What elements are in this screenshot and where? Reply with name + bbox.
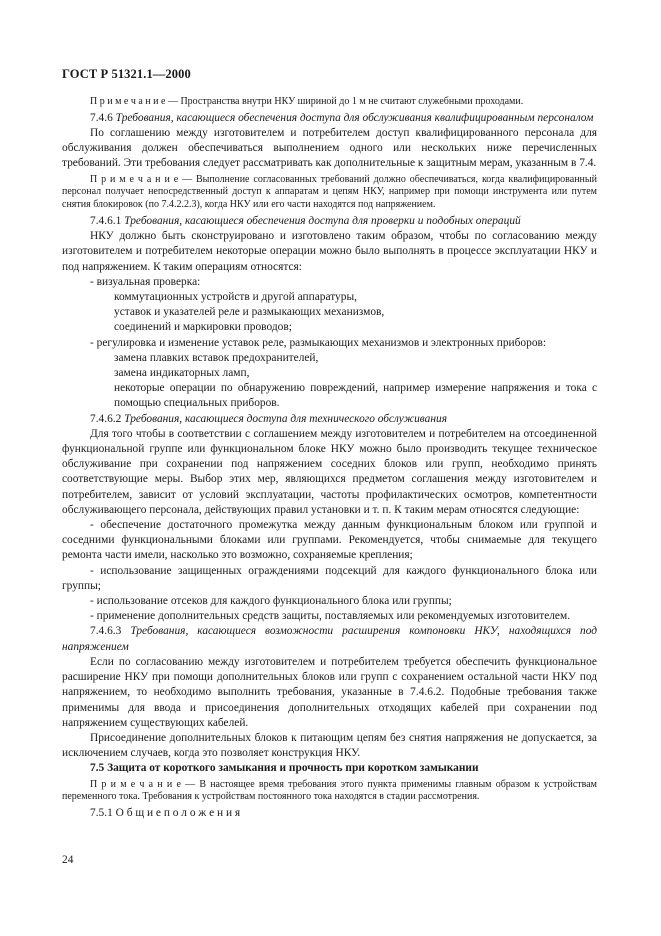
list-item: замена плавких вставок предохранителей, <box>114 351 319 364</box>
list-item: соединений и маркировки проводов; <box>114 321 292 334</box>
list-item: коммутационных устройств и другой аппаратуры, <box>114 291 357 304</box>
section-7-4-6-heading: 7.4.6 Требования, касающиеся обеспечения доступа для обслуживания квалифицированным персоналом <box>90 111 594 124</box>
paragraph: - использование защищенных ограждениями подсекций для каждого функционального блока или группы; <box>62 564 597 592</box>
section-7-4-6-3-heading: 7.4.6.3 Требования, касающиеся возможности расширения компоновки НКУ, находящихся под напряжением <box>62 625 597 653</box>
paragraph: НКУ должно быть сконструировано и изготовлено таким образом, чтобы по согласованию между изготовителем и потребителем некоторые операции можно было выполнять в процессе эксплуатации НКУ и под напряжением. К таким операциям относятся: <box>62 230 597 273</box>
section-7-4-6-2-heading: 7.4.6.2 Требования, касающиеся доступа для технического обслуживания <box>90 412 448 425</box>
list-item: замена индикаторных ламп, <box>114 367 250 380</box>
list-heading: - визуальная проверка: <box>90 275 201 288</box>
list-item: уставок и указателей реле и размыкающих механизмов, <box>114 306 385 319</box>
note-label: П р и м е ч а н и е <box>90 96 166 107</box>
page-number: 24 <box>62 854 74 866</box>
note-label: П р и м е ч а н и е <box>90 778 181 790</box>
note-label: П р и м е ч а н и е <box>90 173 179 185</box>
paragraph: По соглашению между изготовителем и потребителем доступ квалифицированного персонала для обслуживания должен обеспечиваться выполнением одного или нескольких ниже перечисленных требований. Эти требования следует рассматривать как дополнительные к защитным мерам, указанным в 7.4. <box>62 127 597 170</box>
note-qualified-access: П р и м е ч а н и е — Выполнение согласованных требований должно обеспечиваться, когда квалифицированный персонал получает непосредственный доступ к аппаратам и цепям НКУ, например при помощи инструмента или путем снятия блокировок (по 7.4.2.2.3), когда НКУ или его части находятся под напряжением. <box>62 173 597 211</box>
document-header: ГОСТ Р 51321.1—2000 <box>62 67 191 81</box>
list-heading: - регулировка и изменение уставок реле, размыкающих механизмов и электронных приборов: <box>90 336 547 349</box>
section-7-5-heading: 7.5 Защита от короткого замыкания и прочность при коротком замыкании <box>90 762 479 775</box>
paragraph: - обеспечение достаточного промежутка между данным функциональным блоком или группой и соседними функциональными блоками или группами. Рекомендуется, чтобы снимаемые для текущего ремонта части имели, насколько это возможно, сохраняемые крепления; <box>62 519 597 562</box>
paragraph: - использование отсеков для каждого функционального блока или группы; <box>90 595 452 608</box>
note-spaces: П р и м е ч а н и е — Пространства внутри НКУ шириной до 1 м не считают служебными проходами. <box>90 96 524 107</box>
paragraph: Присоединение дополнительных блоков к питающим цепям без снятия напряжения не допускается, за исключением случаев, когда это позволяет конструкция НКУ. <box>62 731 597 760</box>
paragraph: - применение дополнительных средств защиты, поставляемых или рекомендуемых изготовителем. <box>90 610 571 623</box>
document-body <box>62 96 597 821</box>
section-7-4-6-1-heading: 7.4.6.1 Требования, касающиеся обеспечения доступа для проверки и подобных операций <box>90 215 521 227</box>
paragraph: Для того чтобы в соответствии с соглашением между изготовителем и потребителем на отсоединенной функциональной группе или функциональном блоке НКУ можно было производить текущее техническое обслуживание при сохранении под напряжением соседних блоков или групп, необходимо принять соответствующие меры. Выбор этих мер, являющихся предметом соглашения между изготовителем и потребителем, зависит от условий эксплуатации, частоты профилактических осмотров, компетентности обслуживающего персонала, действующих правил установки и т. п. К таким мерам относятся следующие: <box>62 427 597 516</box>
note-dc-devices: П р и м е ч а н и е — В настоящее время требования этого пункта применимы главным образом к устройствам переменного тока. Требования к устройствам постоянного тока находятся в стадии рассмотрения. <box>62 778 597 803</box>
section-7-5-1-heading: 7.5.1 О б щ и е п о л о ж е н и я <box>90 807 241 820</box>
list-item: некоторые операции по обнаружению повреждений, например измерение напряжения и тока с помощью специальных приборов. <box>114 382 597 410</box>
paragraph: Если по согласованию между изготовителем и потребителем требуется обеспечить функциональное расширение НКУ при помощи дополнительных блоков или групп с сохранением остальной части НКУ под напряжением, то необходимо выполнить требования, указанные в 7.4.6.2. Подобные требования также применимы для ввода и присоединения дополнительных отходящих кабелей при сохранении под напряжением существующих кабелей. <box>62 655 597 729</box>
